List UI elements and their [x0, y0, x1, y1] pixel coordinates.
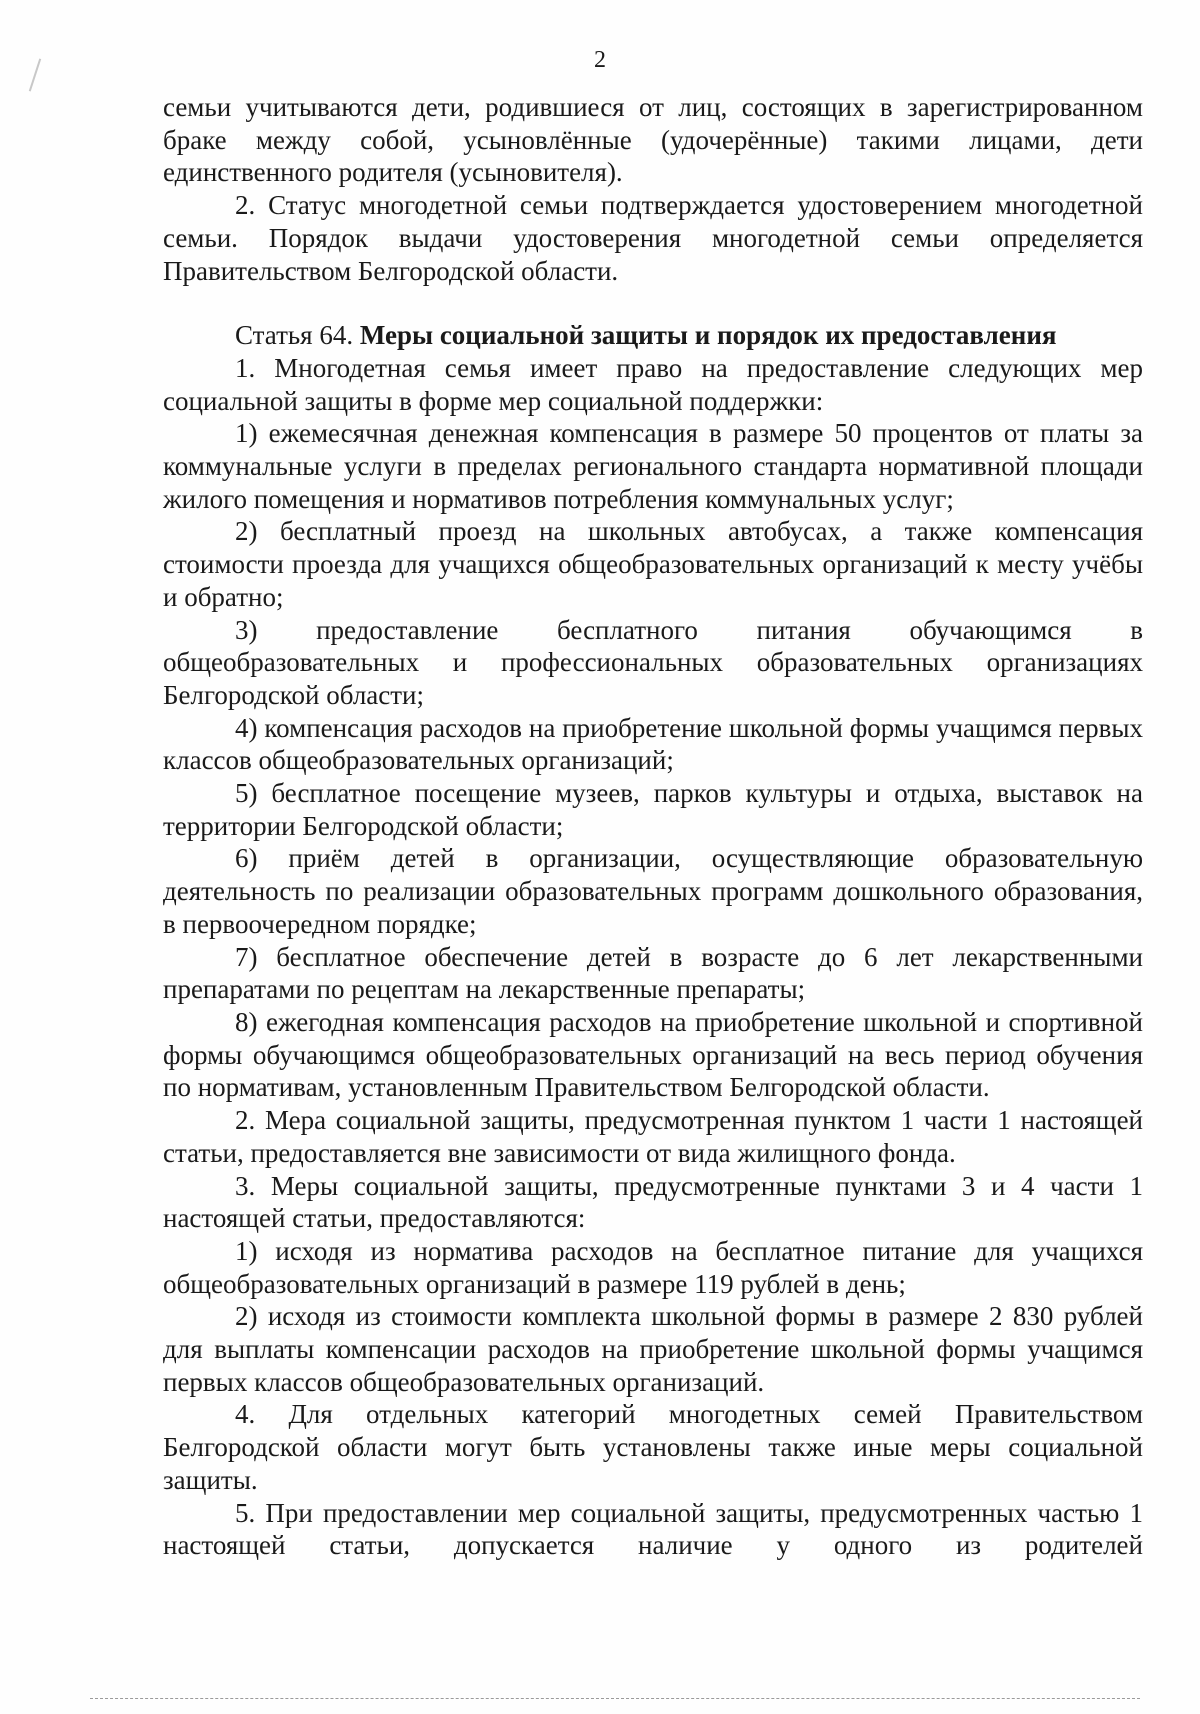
list-item: 2) исходя из стоимости комплекта школьной формы в размере 2 830 рублей для выплаты компенсации расходов на приобретение школьной формы учащимся первых классов общеобразовательных организаций. — [163, 1301, 1143, 1397]
page-bottom-edge — [90, 1698, 1140, 1699]
list-item: 8) ежегодная компенсация расходов на приобретение школьной и спортивной формы обучающимся общеобразовательных организаций на весь период обучения по нормативам, установленным Правительством Белгородской области. — [163, 1006, 1143, 1103]
article-heading — [163, 319, 1143, 352]
list-item: 3) предоставление бесплатного питания обучающимся в общеобразовательных и профессиональных образовательных организациях Белгородской области; — [163, 614, 1143, 710]
paragraph: 3. Меры социальной защиты, предусмотренные пунктами 3 и 4 части 1 настоящей статьи, предоставляются: — [163, 1170, 1143, 1234]
paragraph: 2. Мера социальной защиты, предусмотренная пунктом 1 части 1 настоящей статьи, предоставляется вне зависимости от вида жилищного фонда. — [163, 1105, 1143, 1168]
article-title: Меры социальной защиты и порядок их предоставления — [359, 320, 1057, 351]
list-item: 7) бесплатное обеспечение детей в возрасте до 6 лет лекарственными препаратами по рецептам на лекарственные препараты; — [163, 941, 1143, 1005]
list-item: 1) исходя из норматива расходов на бесплатное питание для учащихся общеобразовательных организаций в размере 119 рублей в день; — [163, 1235, 1143, 1299]
paragraph: 4. Для отдельных категорий многодетных семей Правительством Белгородской области могут быть установлены также иные меры социальной защиты. — [163, 1399, 1143, 1495]
paragraph: семьи учитываются дети, родившиеся от лиц, состоящих в зарегистрированном браке между собой, усыновлённые (удочерённые) такими лицами, дети единственного родителя (усыновителя). — [163, 92, 1143, 188]
page-number: 2 — [594, 47, 606, 73]
list-item: 2) бесплатный проезд на школьных автобусах, а также компенсация стоимости проезда для учащихся общеобразовательных организаций к месту учёбы и обратно; — [163, 516, 1143, 612]
paragraph: 2. Статус многодетной семьи подтверждается удостоверением многодетной семьи. Порядок выдачи удостоверения многодетной семьи определяется Правительством Белгородской области. — [163, 190, 1143, 286]
list-item: 1) ежемесячная денежная компенсация в размере 50 процентов от платы за коммунальные услуги в пределах регионального стандарта нормативной площади жилого помещения и нормативов потребления коммунальных услуг; — [163, 418, 1143, 514]
list-item: 6) приём детей в организации, осуществляющие образовательную деятельность по реализации образовательных программ дошкольного образования, в первоочередном порядке; — [163, 843, 1143, 939]
article-number: Статья 64. — [235, 320, 360, 351]
list-item: 4) компенсация расходов на приобретение школьной формы учащимся первых классов общеобразовательных организаций; — [163, 712, 1143, 776]
paragraph: 1. Многодетная семья имеет право на предоставление следующих мер социальной защиты в форме мер социальной поддержки: — [163, 352, 1143, 416]
document-body — [163, 91, 1143, 1562]
paragraph: 5. При предоставлении мер социальной защиты, предусмотренных частью 1 настоящей статьи, допускается наличие у одного из родителей — [163, 1497, 1143, 1561]
list-item: 5) бесплатное посещение музеев, парков культуры и отдыха, выставок на территории Белгородской области; — [163, 778, 1143, 841]
